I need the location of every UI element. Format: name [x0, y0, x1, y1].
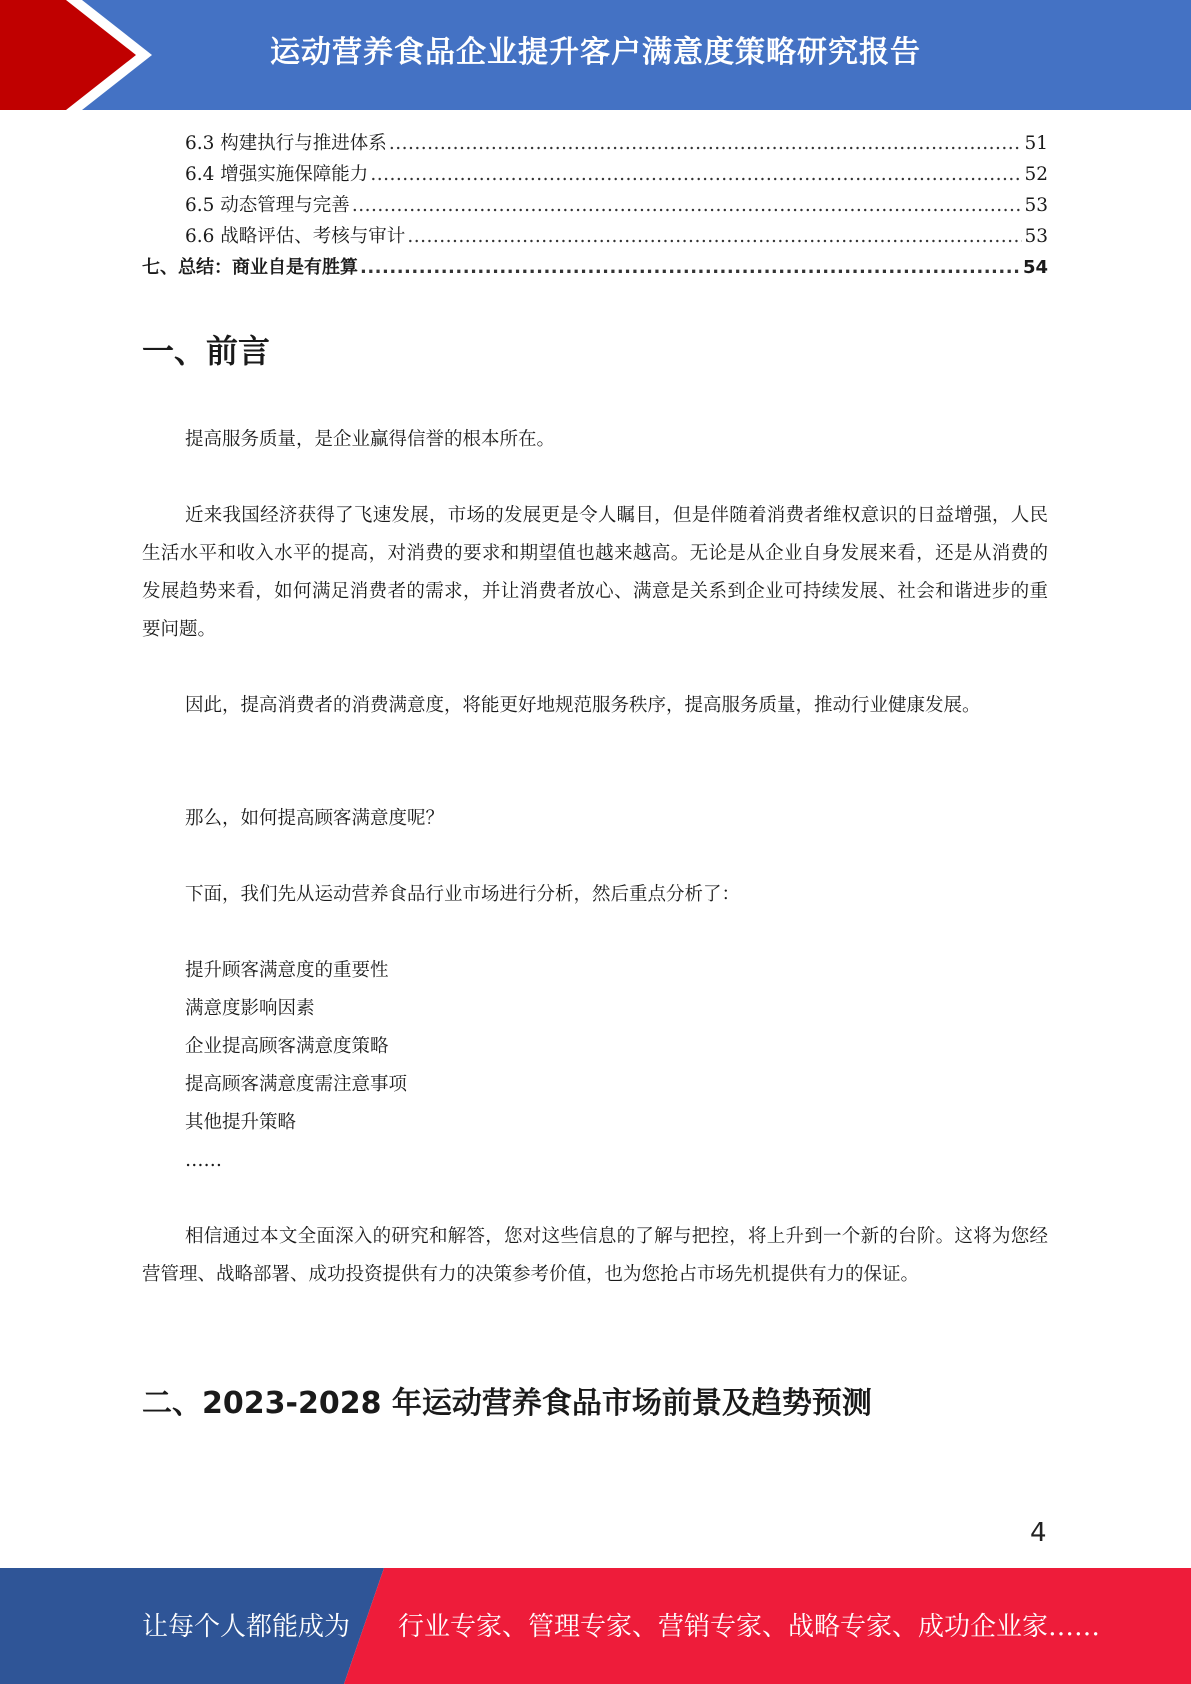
page-header [0, 0, 1191, 110]
page-number: 4 [1030, 1518, 1047, 1548]
toc-entry-page: 53 [1024, 226, 1048, 247]
paragraph: 近来我国经济获得了飞速发展，市场的发展更是令人瞩目，但是伴随着消费者维权意识的日益增强，人民生活水平和收入水平的提高，对消费的要求和期望值也越来越高。无论是从企业自身发展来看，还是从消费的发展趋势来看，如何满足消费者的需求，并让消费者放心、满意是关系到企业可持续发展、社会和谐进步的重要问题。 [142, 505, 1048, 640]
header-red-arrow [0, 0, 140, 110]
topic-list [185, 952, 407, 1180]
footer-slogan-right: 行业专家、管理专家、营销专家、战略专家、成功企业家…… [398, 1612, 1101, 1642]
paragraph: 下面，我们先从运动营养食品行业市场进行分析，然后重点分析了： [185, 884, 741, 905]
page-footer [0, 1568, 1191, 1684]
toc-entry-label: 6.3 构建执行与推进体系 [185, 133, 387, 154]
toc-leader [407, 221, 1022, 252]
toc-entry-page: 52 [1024, 164, 1048, 185]
paragraph: 相信通过本文全面深入的研究和解答，您对这些信息的了解与把控，将上升到一个新的台阶。这将为您经营管理、战略部署、成功投资提供有力的决策参考价值，也为您抢占市场先机提供有力的保证。 [142, 1226, 1048, 1285]
toc-entry-page: 53 [1024, 195, 1048, 216]
toc-leader [389, 128, 1023, 159]
list-item: 其他提升策略 [185, 1112, 297, 1133]
paragraph: 那么，如何提高顾客满意度呢？ [185, 808, 445, 829]
list-item: 提升顾客满意度的重要性 [185, 960, 389, 981]
toc-entry-page: 51 [1024, 133, 1048, 154]
section-heading-preface: 一、前言 [142, 332, 271, 370]
toc-entry[interactable] [142, 159, 1048, 190]
list-item: 企业提高顾客满意度策略 [185, 1036, 389, 1057]
section-heading-forecast: 二、2023-2028 年运动营养食品市场前景及趋势预测 [142, 1386, 872, 1421]
list-item: 满意度影响因素 [185, 998, 315, 1019]
toc-entry[interactable] [142, 221, 1048, 252]
toc-entry-label: 6.6 战略评估、考核与审计 [185, 226, 406, 247]
toc-entry-page: 54 [1022, 257, 1048, 278]
list-item: …… [185, 1150, 222, 1171]
toc-entry[interactable] [142, 128, 1048, 159]
footer-slogan-left: 让每个人都能成为 [142, 1612, 351, 1642]
toc-entry[interactable] [142, 190, 1048, 221]
paragraph: 因此，提高消费者的消费满意度，将能更好地规范服务秩序，提高服务质量，推动行业健康发展。 [185, 695, 981, 716]
paragraph: 提高服务质量，是企业赢得信誉的根本所在。 [185, 429, 556, 450]
toc-leader [370, 159, 1022, 190]
toc-entry-label: 6.4 增强实施保障能力 [185, 164, 369, 185]
toc-leader [360, 252, 1021, 283]
toc-entry-label: 6.5 动态管理与完善 [185, 195, 350, 216]
list-item: 提高顾客满意度需注意事项 [185, 1074, 408, 1095]
toc-entry-label: 七、总结：商业自是有胜算 [142, 257, 358, 278]
report-title: 运动营养食品企业提升客户满意度策略研究报告 [270, 35, 921, 70]
table-of-contents [142, 128, 1048, 283]
toc-entry-chapter[interactable] [142, 252, 1048, 283]
toc-leader [352, 190, 1023, 221]
